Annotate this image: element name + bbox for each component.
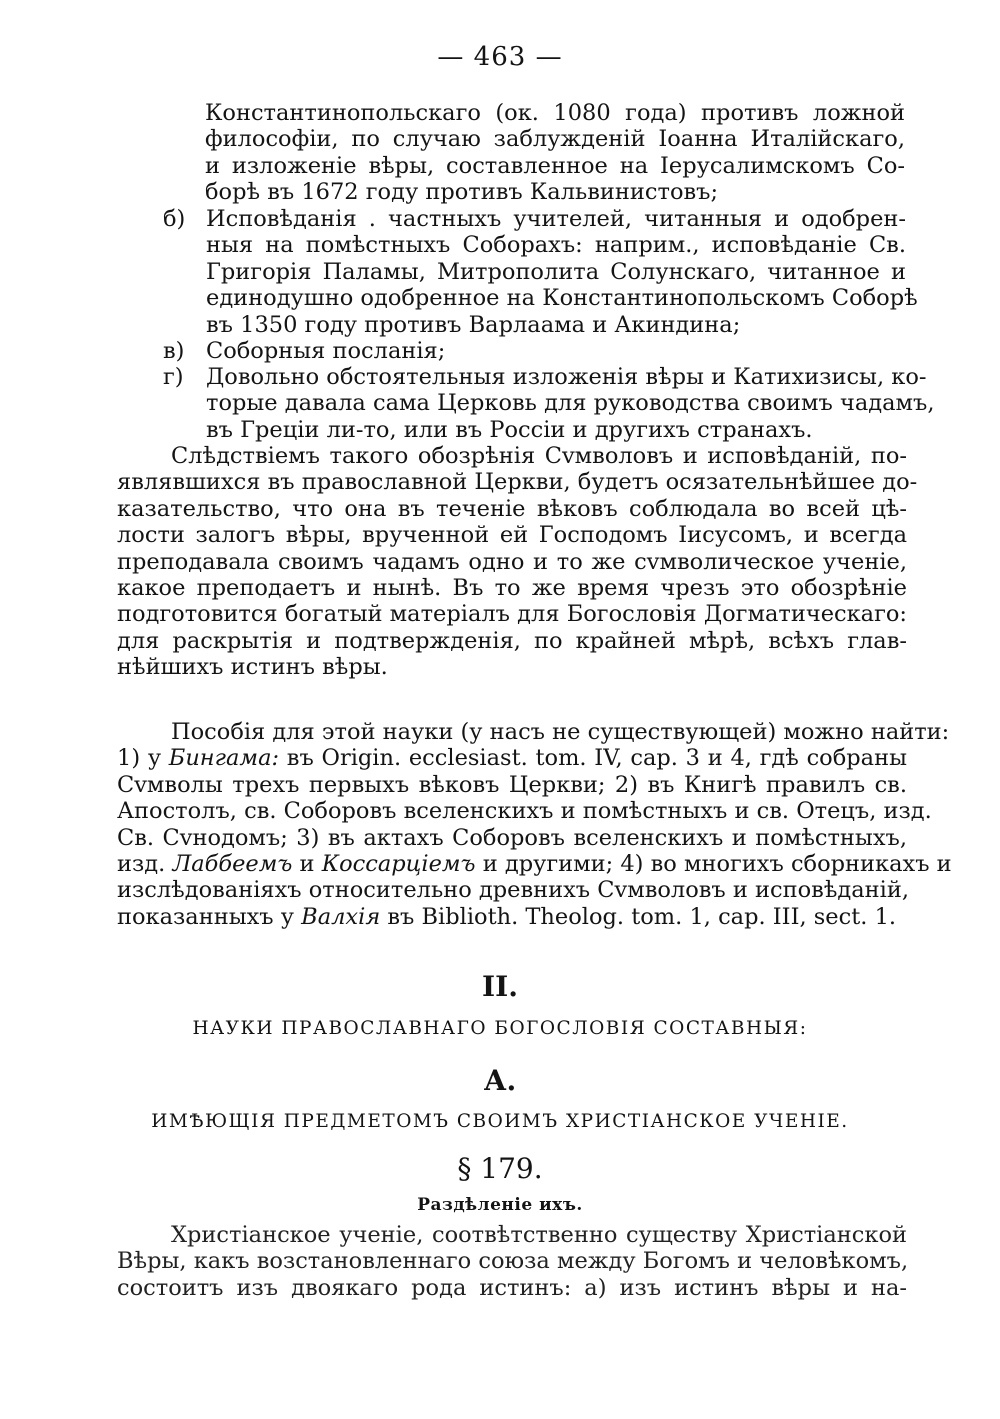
- text-line: въ Греціи ли-то, или въ Россіи и другихъ странахъ.: [206, 416, 813, 443]
- text-line: являвшихся въ православной Церкви, будетъ осязательнѣйшее до-: [117, 469, 918, 496]
- text-line: борѣ въ 1672 году противъ Кальвинистовъ;: [205, 179, 719, 206]
- text-line: Вѣры, какъ возстановленнаго союза между Богомъ и человѣкомъ,: [117, 1248, 909, 1275]
- author-name: Бингама:: [168, 745, 280, 772]
- text-line: Св. Сvнодомъ; 3) въ актахъ Соборовъ вселенскихъ и помѣстныхъ,: [117, 824, 907, 851]
- author-name: Лаббеемъ: [172, 850, 293, 877]
- author-name: Коссарціемъ: [321, 850, 476, 877]
- page-number: — 463 —: [437, 42, 563, 72]
- text-line: для раскрытія и подтвержденія, по крайней мѣрѣ, всѣхъ глав-: [117, 627, 907, 654]
- text-line: Сvмволы трехъ первыхъ вѣковъ Церкви; 2) въ Книгѣ правилъ св.: [117, 771, 907, 798]
- paragraph-conclusion: [117, 443, 918, 681]
- text-run: и: [292, 850, 322, 877]
- section-number: II.: [482, 970, 518, 1003]
- text-run: въ Origin. ecclesiast. tom. IV, cap. 3 и 4, гдѣ собраны: [279, 745, 907, 772]
- text-line: Соборныя посланія;: [206, 338, 446, 364]
- text-line: Григорія Паламы, Митрополита Солунскаго, читанное и: [206, 258, 906, 285]
- text-line: [117, 850, 952, 877]
- text-line: Слѣдствіемъ такого обозрѣнія Сvмволовъ и исповѣданій, по-: [171, 443, 907, 469]
- text-line: ныя на помѣстныхъ Соборахъ: наприм., исповѣданіе Св.: [206, 232, 906, 259]
- text-line: и изложеніе вѣры, составленное на Іерусалимскомъ Со-: [205, 152, 905, 179]
- text-line: единодушно одобренное на Константинопольскомъ Соборѣ: [206, 285, 918, 312]
- text-line: какое преподаетъ и нынѣ. Въ то же время чрезъ это обозрѣніе: [117, 574, 907, 601]
- text-run: показанныхъ у: [117, 903, 302, 930]
- paragraph-division: [117, 1222, 907, 1301]
- continued-item-text: [205, 100, 905, 206]
- text-line: подготовится богатый матеріалъ для Богословія Догматическаго:: [117, 601, 907, 628]
- author-name: Валхія: [301, 903, 381, 930]
- text-line: лости залогъ вѣры, врученной ей Господомъ Іисусомъ, и всегда: [117, 522, 907, 549]
- text-line: Христіанское ученіе, соотвѣтственно существу Христіанской: [171, 1222, 907, 1248]
- text-line: Довольно обстоятельныя изложенія вѣры и Катихизисы, ко-: [206, 364, 927, 390]
- text-line: состоитъ изъ двоякаго рода истинъ: а) изъ истинъ вѣры и на-: [117, 1274, 907, 1301]
- subsection-letter: А.: [483, 1064, 517, 1097]
- section-title: НАУКИ ПРАВОСЛАВНАГО БОГОСЛОВІЯ СОСТАВНЫЯ:: [192, 1018, 808, 1039]
- list-marker: г): [163, 364, 184, 390]
- text-run: въ Biblioth. Theolog. tom. 1, cap. III, sect. 1.: [380, 903, 897, 930]
- list-marker: б): [163, 206, 186, 232]
- text-line: Константинопольскаго (ок. 1080 года) противъ ложной: [205, 100, 905, 126]
- text-line: казательство, что она въ теченіе вѣковъ соблюдала во всей цѣ-: [117, 495, 907, 522]
- text-run: и другими; 4) во многихъ сборникахъ и: [475, 850, 952, 877]
- paragraph-sources: [117, 719, 952, 930]
- text-line: [117, 745, 907, 771]
- text-line: нѣйшихъ истинъ вѣры.: [117, 654, 388, 681]
- text-line: Исповѣданія . частныхъ учителей, читанныя и одобрен-: [206, 206, 906, 232]
- text-line: изслѣдованіяхъ относительно древнихъ Сvмволовъ и исповѣданій,: [117, 877, 910, 904]
- paragraph-subtitle: Раздѣленіе ихъ.: [417, 1195, 583, 1215]
- list-marker: в): [163, 338, 185, 364]
- text-run: 1) у: [117, 745, 169, 772]
- subsection-title: ИМѢЮЩІЯ ПРЕДМЕТОМЪ СВОИМЪ ХРИСТІАНСКОЕ УЧЕНІЕ.: [151, 1111, 849, 1132]
- text-line: философіи, по случаю заблужденій Іоанна Италійскаго,: [205, 126, 905, 153]
- text-line: [117, 904, 907, 930]
- text-line: Пособія для этой науки (у насъ не существующей) можно найти:: [171, 719, 950, 745]
- text-line: Апостолъ, св. Соборовъ вселенскихъ и помѣстныхъ и св. Отецъ, изд.: [117, 798, 932, 825]
- text-run: изд.: [117, 850, 173, 877]
- text-line: торые давала сама Церковь для руководства своимъ чадамъ,: [206, 390, 935, 417]
- text-line: въ 1350 году противъ Варлаама и Акиндина;: [206, 311, 741, 338]
- text-line: преподавала своимъ чадамъ одно и то же сvмволическое ученіе,: [117, 548, 907, 575]
- paragraph-number: § 179.: [457, 1152, 543, 1185]
